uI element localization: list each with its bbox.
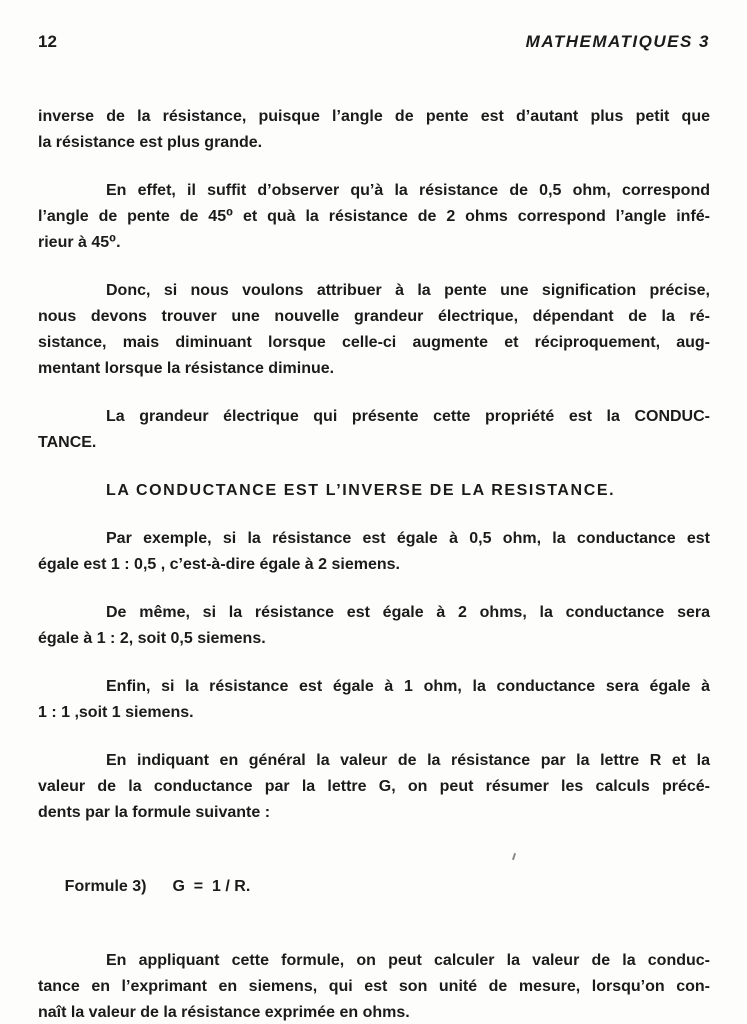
text-line: inverse de la résistance, puisque l’angle de pente est d’autant plus petit que: [38, 108, 710, 125]
text-line: mentant lorsque la résistance diminue.: [38, 360, 335, 377]
paragraph: [38, 674, 710, 726]
page-body: [38, 104, 710, 1024]
page-header: [38, 32, 710, 52]
paragraph: [38, 600, 710, 652]
paragraph: [38, 404, 710, 456]
paragraph: [38, 278, 710, 382]
text-line: Par exemple, si la résistance est égale à 0,5 ohm, la conductance est: [106, 530, 710, 547]
text-line: Enfin, si la résistance est égale à 1 ohm, la conductance sera égale à: [106, 678, 710, 695]
text-line: En effet, il suffit d’observer qu’à la résistance de 0,5 ohm, correspond: [106, 182, 710, 199]
formula-label: Formule 3): [64, 878, 147, 895]
text-line: égale est 1 : 0,5 , c’est-à-dire égale à 2 siemens.: [38, 556, 400, 573]
text-line: naît la valeur de la résistance exprimée en ohms.: [38, 1004, 410, 1021]
text-line: La grandeur électrique qui présente cette propriété est la CONDUC-: [106, 408, 710, 425]
text-line: rieur à 45⁰.: [38, 234, 121, 251]
text-line: En indiquant en général la valeur de la résistance par la lettre R et la: [106, 752, 710, 769]
text-line: l’angle de pente de 45⁰ et quà la résistance de 2 ohms correspond l’angle infé-: [38, 208, 710, 225]
text-line: sistance, mais diminuant lorsque celle-ci augmente et réciproquement, aug-: [38, 334, 710, 351]
page-number: 12: [38, 32, 57, 51]
formula-line: [38, 848, 710, 926]
text-line: tance en l’exprimant en siemens, qui est son unité de mesure, lorsqu’on con-: [38, 978, 710, 995]
text-line: 1 : 1 ,soit 1 siemens.: [38, 704, 194, 721]
text-line: TANCE.: [38, 434, 97, 451]
formula-expression: G = 1 / R.: [172, 878, 251, 895]
text-line: LA CONDUCTANCE EST L’INVERSE DE LA RESISTANCE.: [106, 482, 616, 499]
text-line: nous devons trouver une nouvelle grandeur électrique, dépendant de la ré-: [38, 308, 710, 325]
paragraph: [38, 948, 710, 1024]
paragraph-continuation: [38, 104, 710, 156]
text-line: égale à 1 : 2, soit 0,5 siemens.: [38, 630, 266, 647]
text-line: valeur de la conductance par la lettre G, on peut résumer les calculs précé-: [38, 778, 710, 795]
section-heading: [38, 478, 710, 504]
text-line: la résistance est plus grande.: [38, 134, 263, 151]
paragraph: [38, 748, 710, 826]
text-line: dents par la formule suivante :: [38, 804, 271, 821]
running-title: MATHEMATIQUES 3: [525, 32, 710, 51]
text-line: En appliquant cette formule, on peut calculer la valeur de la conduc-: [106, 952, 710, 969]
text-line: De même, si la résistance est égale à 2 ohms, la conductance sera: [106, 604, 710, 621]
paragraph: [38, 178, 710, 256]
paragraph: [38, 526, 710, 578]
text-line: Donc, si nous voulons attribuer à la pente une signification précise,: [106, 282, 710, 299]
